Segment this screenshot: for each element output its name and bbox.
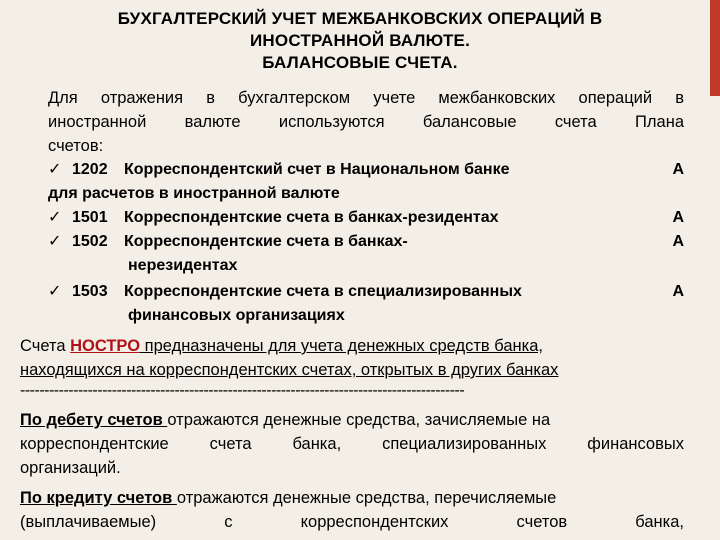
checkmark-icon: ✓	[48, 283, 62, 300]
intro-line-3: счетов:	[48, 137, 104, 155]
nostro-prefix: Счета	[20, 337, 71, 355]
title-line-3: БАЛАНСОВЫЕ СЧЕТА.	[262, 53, 458, 72]
checkmark-icon: ✓	[48, 161, 62, 178]
nostro-keyword: НОСТРО	[70, 337, 141, 355]
nostro-line-2: находящихся на корреспондентских счетах, открытых в других банках	[20, 361, 559, 379]
credit-line-2: (выплачиваемые) с корреспондентских счетов банка,	[20, 513, 684, 531]
intro-line-2: иностранной валюте используются балансовые счета Плана	[48, 113, 684, 131]
account-type-flag: А	[672, 161, 684, 178]
slide-title	[20, 8, 700, 74]
nostro-line-1: предназначены для учета денежных средств банка,	[140, 337, 543, 355]
credit-line-1: отражаются денежные средства, перечисляемые	[176, 489, 557, 507]
account-title: Корреспондентский счет в Национальном банке	[124, 161, 510, 178]
account-type-flag: А	[672, 233, 684, 250]
debit-lead: По дебету счетов	[20, 411, 168, 429]
debit-line-3: организаций.	[20, 459, 121, 477]
account-title-continued: финансовых организациях	[128, 307, 345, 324]
debit-line-1: отражаются денежные средства, зачисляемые на	[167, 411, 551, 429]
nostro-definition	[20, 334, 684, 382]
account-type-flag: А	[672, 283, 684, 300]
intro-paragraph	[48, 86, 684, 158]
debit-line-2: корреспондентские счета банка, специализированных финансовых	[20, 435, 684, 453]
account-title: Корреспондентские счета в специализированных	[124, 283, 522, 300]
account-title: Корреспондентские счета в банках-резидентах	[124, 209, 499, 226]
account-type-flag: А	[672, 209, 684, 226]
account-code: 1501	[72, 209, 108, 226]
account-code: 1503	[72, 283, 108, 300]
dashed-separator: --------------------------------------------------------------------------------------------	[20, 382, 465, 399]
accent-bar	[710, 0, 720, 96]
debit-paragraph	[20, 408, 684, 480]
account-title-continued: для расчетов в иностранной валюте	[48, 185, 340, 202]
account-code: 1202	[72, 161, 108, 178]
account-item-1501	[48, 206, 688, 230]
account-item-1503	[48, 280, 688, 328]
title-line-1: БУХГАЛТЕРСКИЙ УЧЕТ МЕЖБАНКОВСКИХ ОПЕРАЦИЙ В	[117, 9, 603, 28]
intro-line-1: Для отражения в бухгалтерском учете межбанковских операций в	[48, 89, 684, 107]
credit-lead: По кредиту счетов	[20, 489, 177, 507]
checkmark-icon: ✓	[48, 233, 62, 250]
credit-paragraph	[20, 486, 684, 534]
checkmark-icon: ✓	[48, 209, 62, 226]
account-title: Корреспондентские счета в банках-	[124, 233, 408, 250]
account-item-1502	[48, 230, 688, 278]
title-line-2: ИНОСТРАННОЙ ВАЛЮТЕ.	[250, 31, 470, 50]
account-title-continued: нерезидентах	[128, 257, 238, 274]
account-item-1202	[48, 158, 688, 206]
account-code: 1502	[72, 233, 108, 250]
